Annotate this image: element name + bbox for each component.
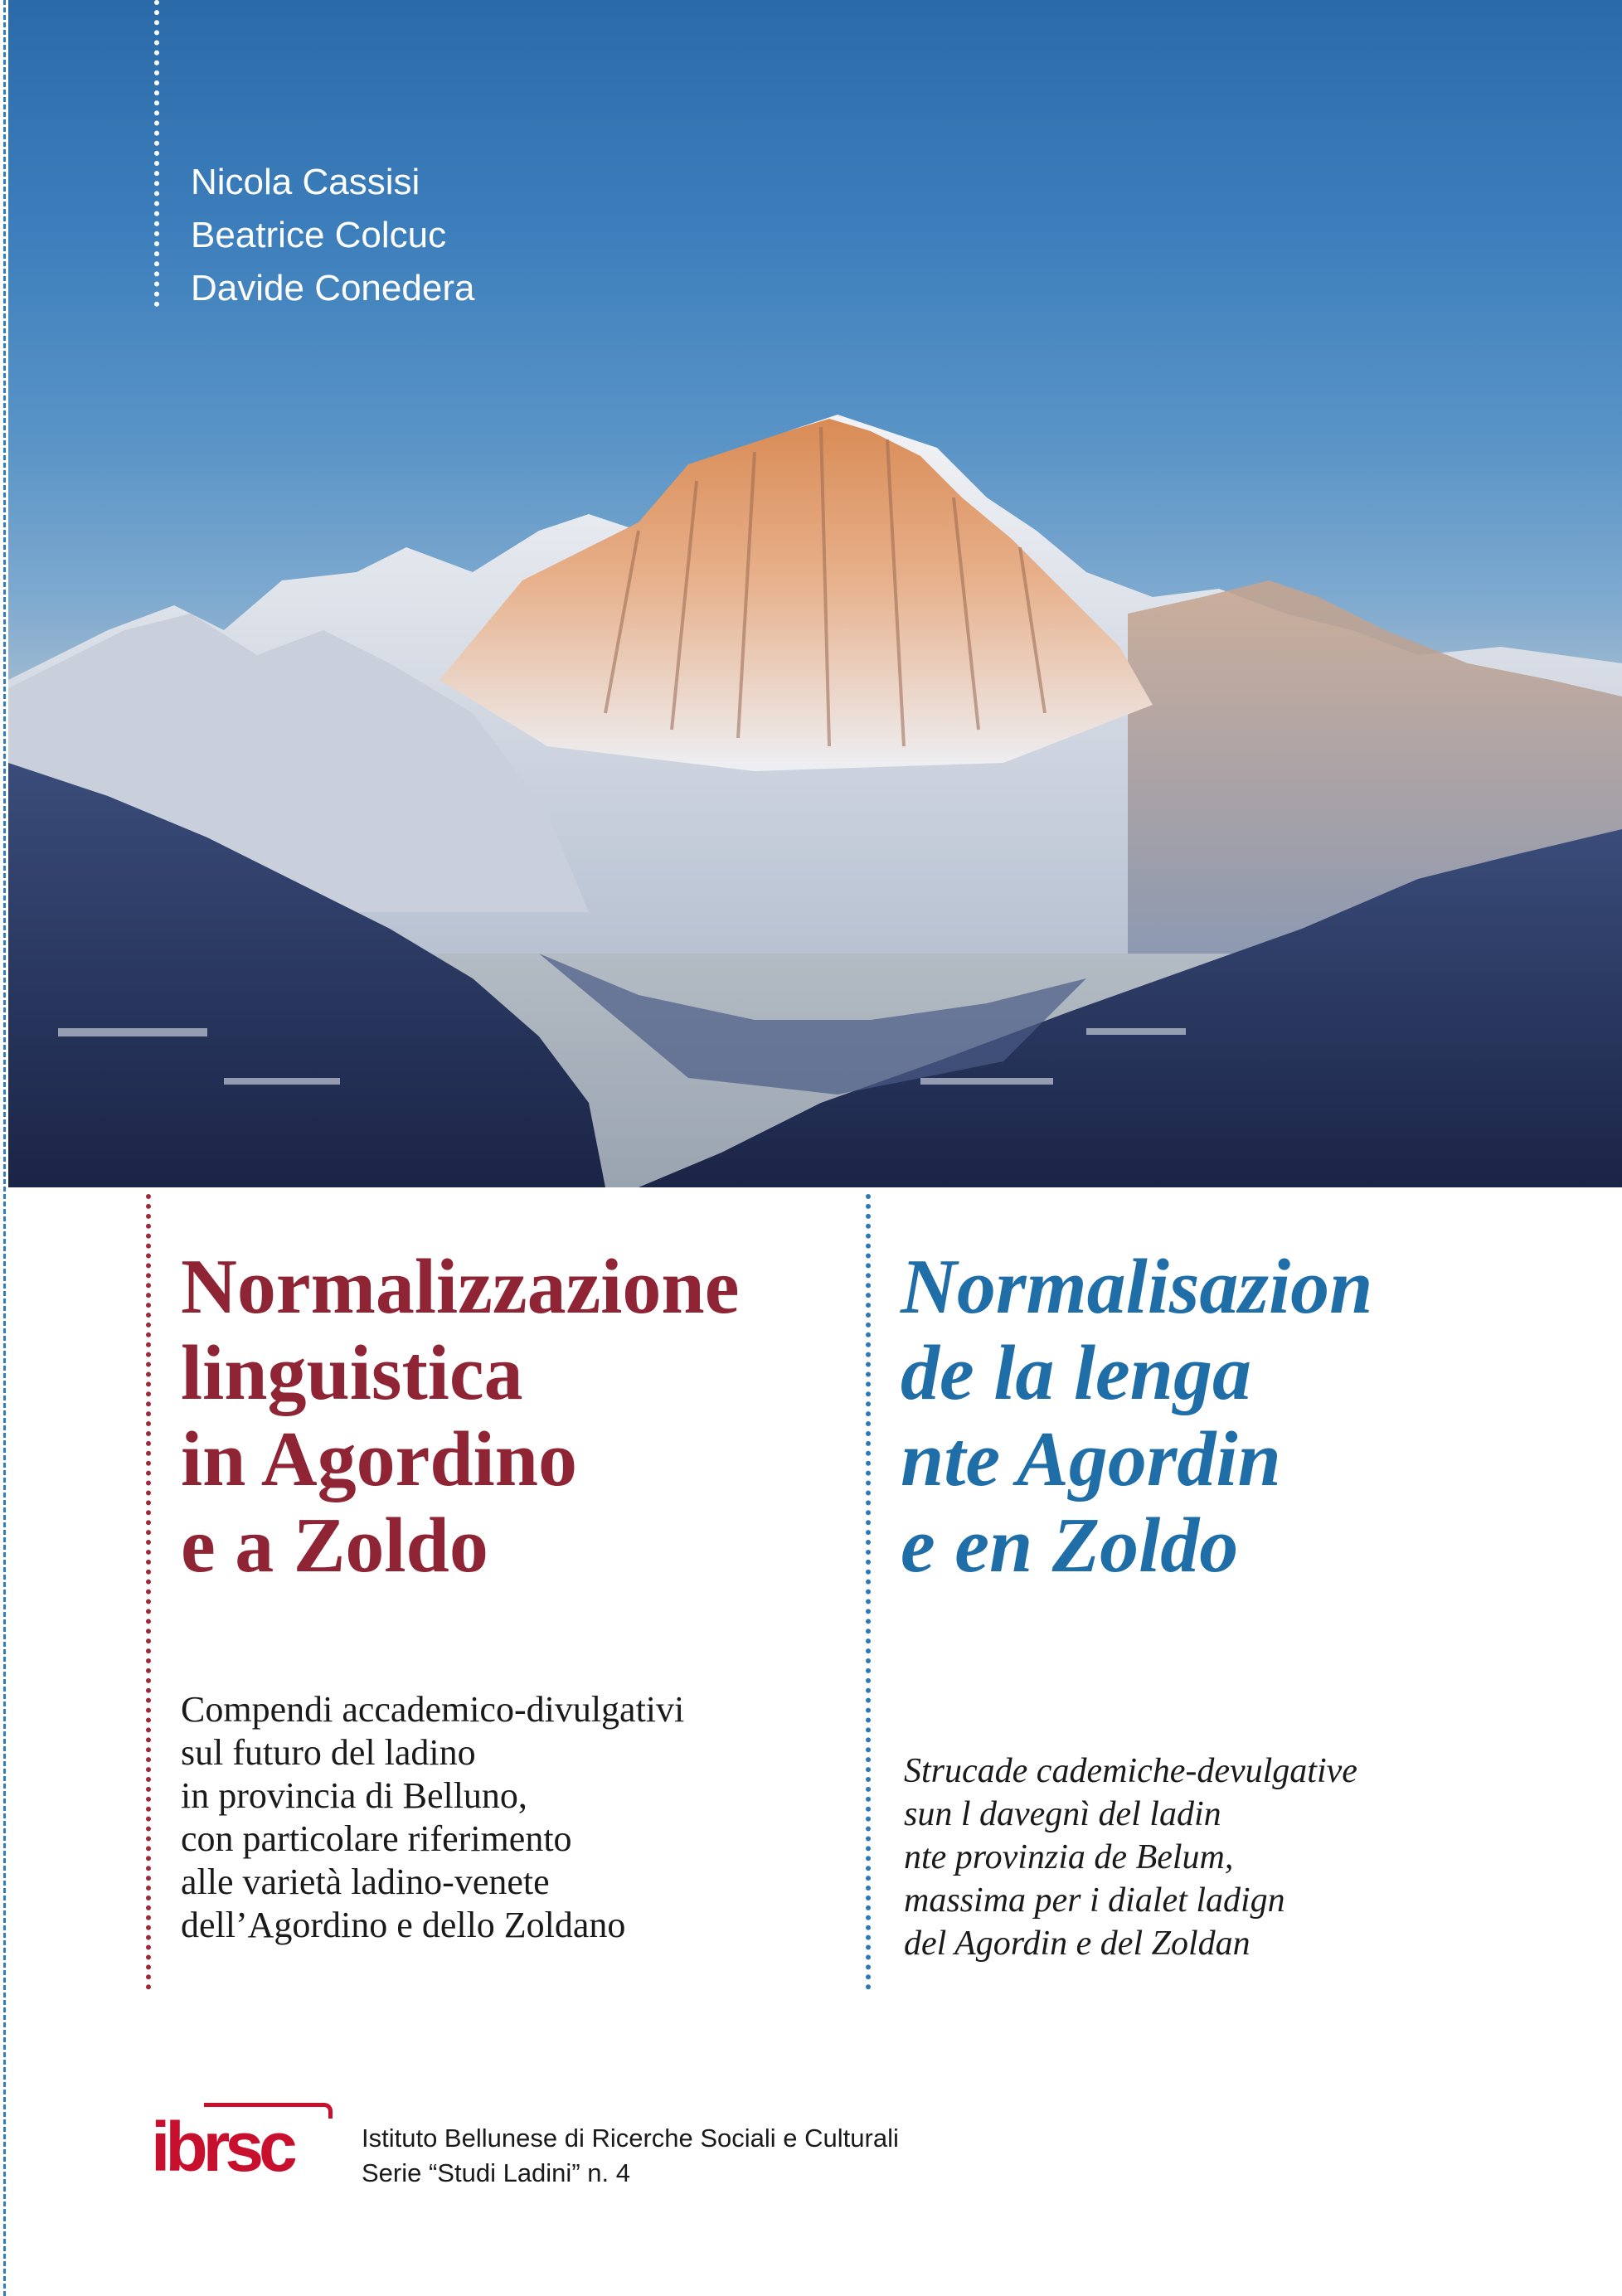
publisher-info: [362, 2121, 899, 2191]
publisher-series: Serie “Studi Ladini” n. 4: [362, 2158, 630, 2187]
subtitle-line: dell’Agordino e dello Zoldano: [181, 1905, 626, 1945]
subtitle-line: Compendi accademico-divulgativi: [181, 1689, 685, 1730]
ibrsc-logo: [151, 2101, 325, 2192]
subtitle-line: nte provinzia de Belum,: [904, 1838, 1234, 1876]
author-name: Beatrice Colcuc: [191, 215, 447, 255]
title-line: linguistica: [181, 1330, 523, 1416]
title-line: in Agordino: [181, 1416, 577, 1502]
title-line: nte Agordin: [901, 1416, 1281, 1502]
title-italian: [181, 1244, 844, 1589]
subtitle-line: con particolare riferimento: [181, 1818, 572, 1859]
cover-photo-mountain: [8, 0, 1622, 1187]
title-line: de la lenga: [901, 1330, 1251, 1416]
subtitle-line: massima per i dialet ladign: [904, 1881, 1285, 1920]
italian-column-rule: [146, 1194, 151, 1990]
ladin-column-rule: [866, 1194, 871, 1990]
title-line: Normalisazion: [901, 1244, 1373, 1330]
subtitle-ladin: [904, 1750, 1617, 1965]
subtitle-line: Strucade cademiche-devulgative: [904, 1752, 1357, 1790]
title-line: e a Zoldo: [181, 1502, 488, 1589]
subtitle-line: del Agordin e del Zoldan: [904, 1925, 1250, 1963]
title-line: Normalizzazione: [181, 1244, 740, 1330]
subtitle-line: in provincia di Belluno,: [181, 1775, 527, 1816]
title-ladin: [901, 1244, 1614, 1589]
subtitle-italian: [181, 1688, 844, 1947]
author-name: Davide Conedera: [191, 268, 475, 308]
author-dotted-rule: [154, 0, 159, 307]
author-list: [191, 156, 474, 315]
subtitle-line: sun l davegnì del ladin: [904, 1795, 1221, 1833]
author-name: Nicola Cassisi: [191, 162, 420, 202]
title-line: e en Zoldo: [901, 1502, 1239, 1589]
logo-text: ibrsc: [151, 2108, 293, 2186]
publisher-name: Istituto Bellunese di Ricerche Sociali e Culturali: [362, 2124, 899, 2153]
spine-dashed-line: [3, 0, 6, 2296]
subtitle-line: alle varietà ladino-venete: [181, 1862, 550, 1902]
subtitle-line: sul futuro del ladino: [181, 1732, 476, 1773]
